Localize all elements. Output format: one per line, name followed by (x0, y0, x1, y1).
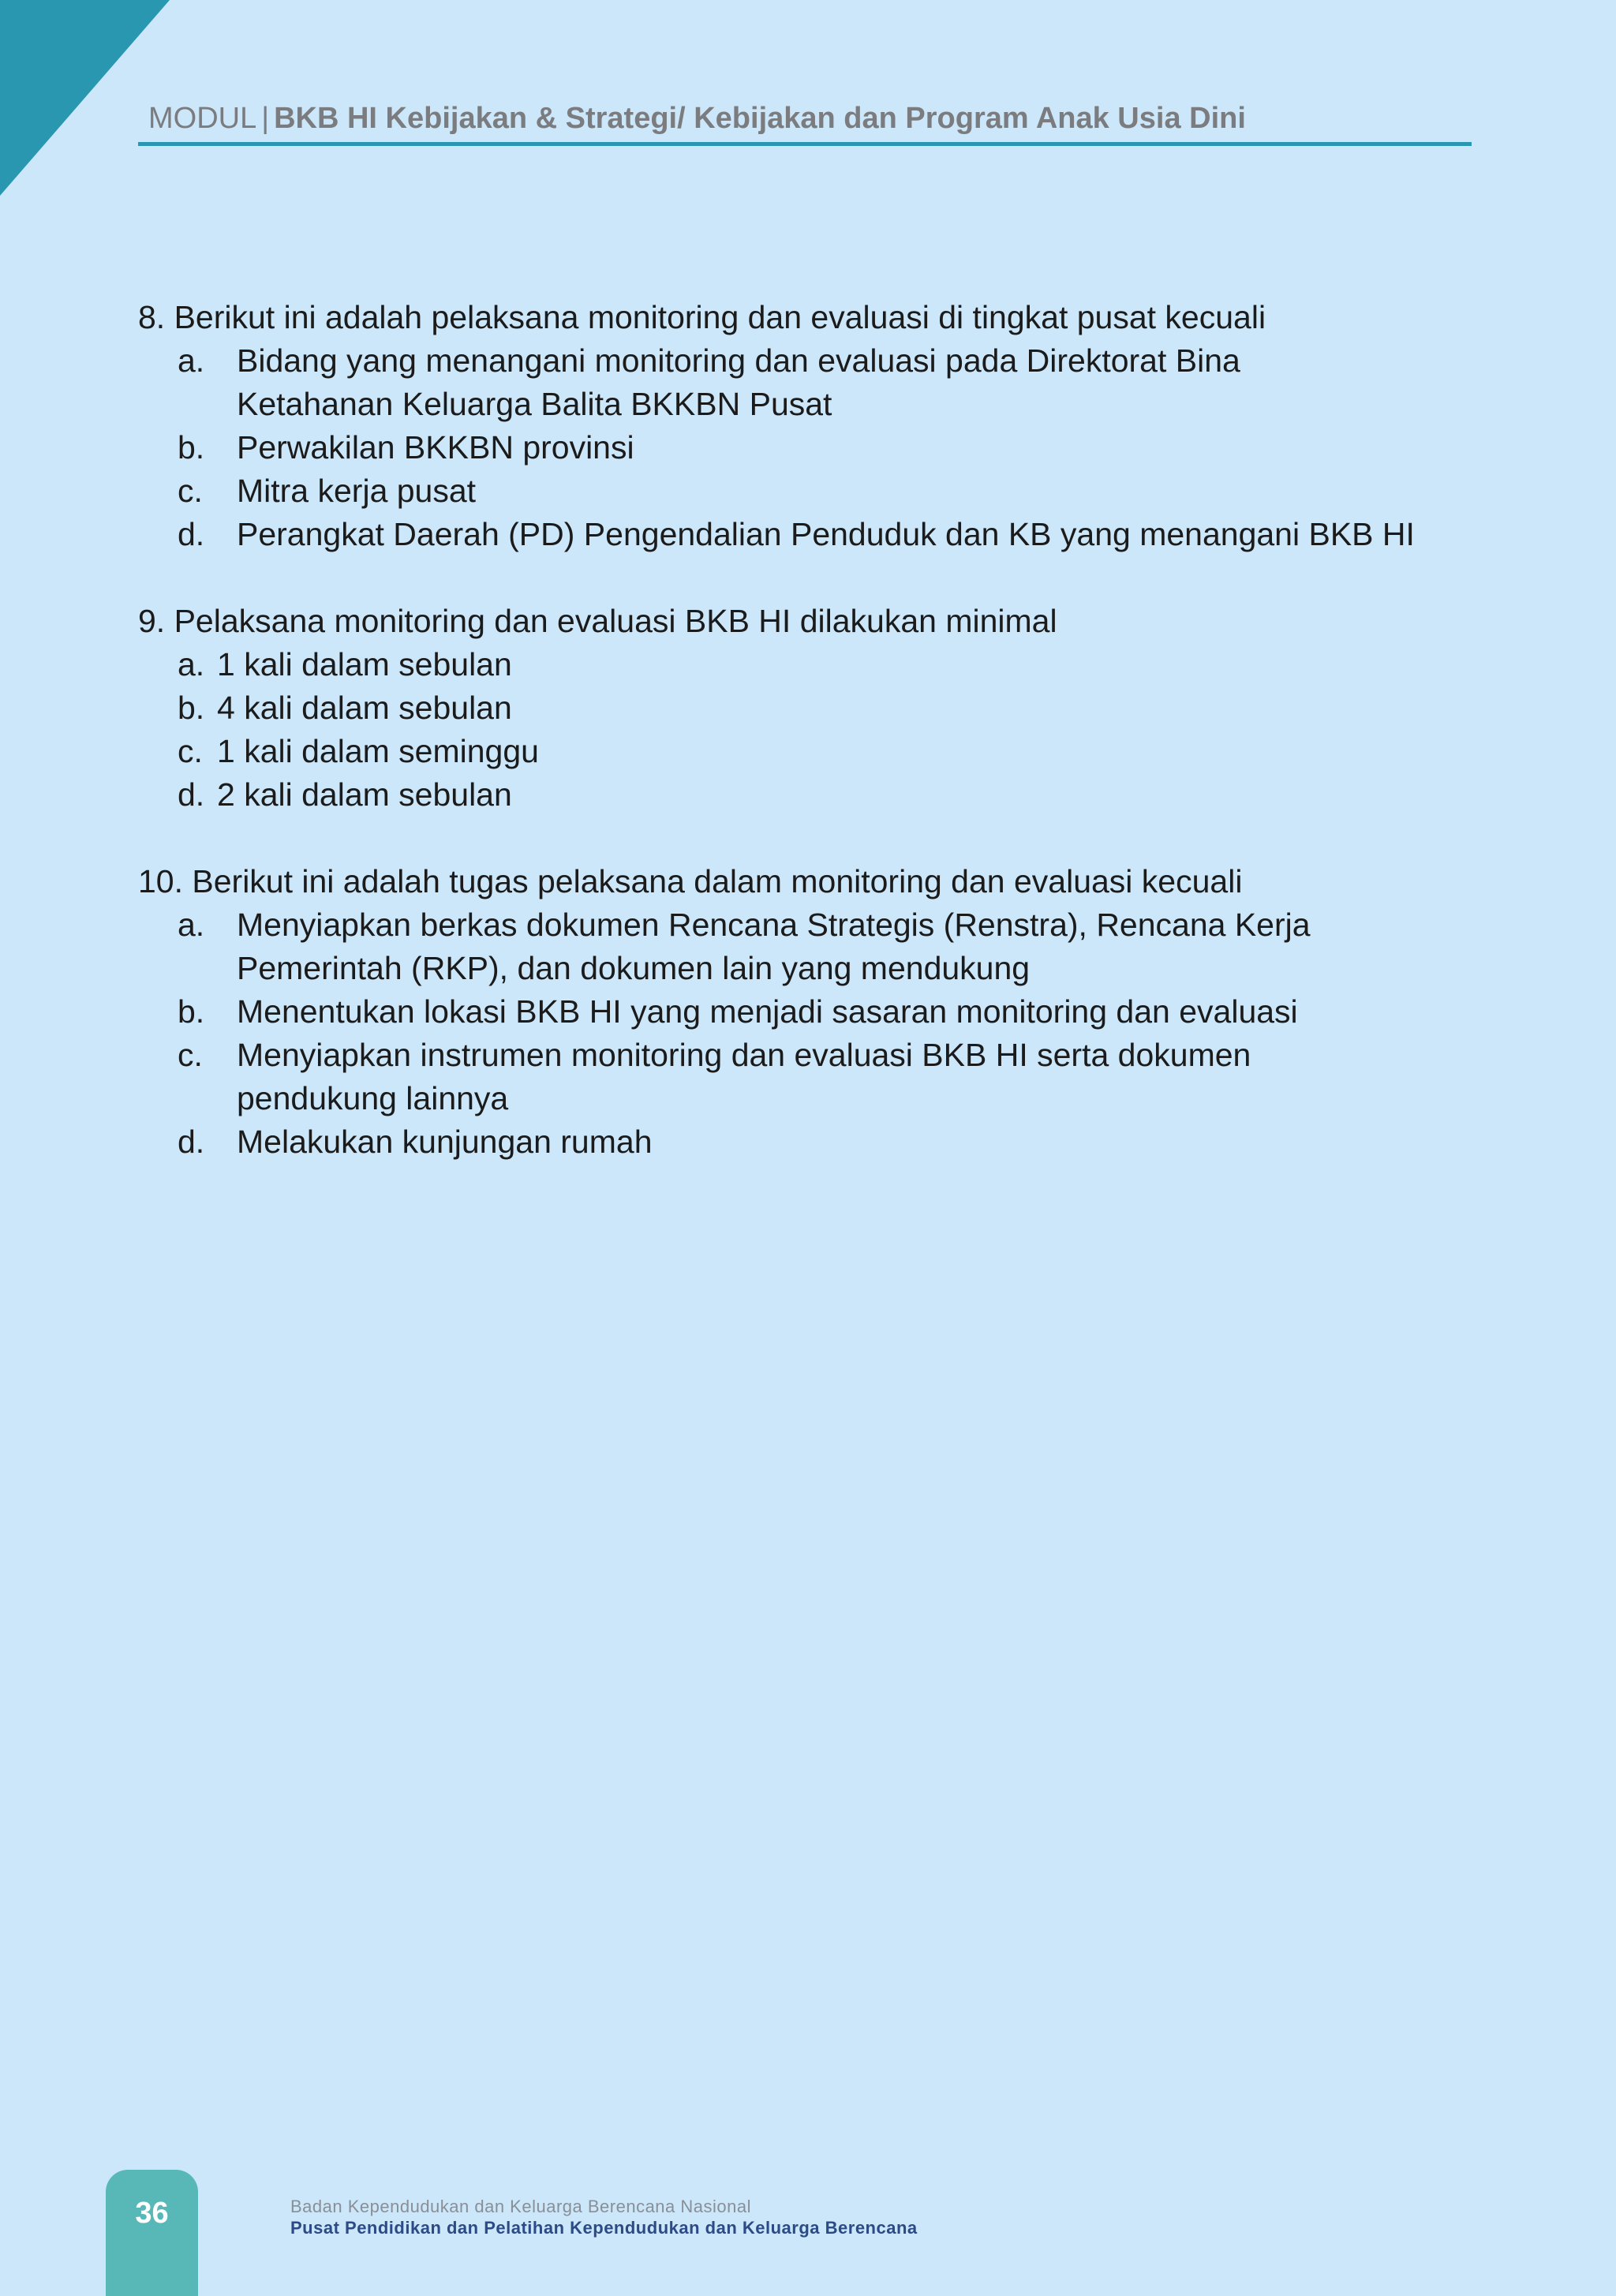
question-stem: 9. Pelaksana monitoring dan evaluasi BKB HI dilakukan minimal (138, 603, 1057, 639)
module-label: MODUL (148, 102, 257, 135)
option-letter: b. (178, 690, 205, 726)
question-8 (138, 296, 1479, 556)
option-c (138, 730, 1479, 773)
option-text: Perwakilan BKKBN provinsi (237, 429, 634, 466)
option-text: Bidang yang menangani monitoring dan evaluasi pada Direktorat Bina Ketahanan Keluarga Balita BKKBN Pusat (237, 342, 1240, 422)
option-text: 1 kali dalam sebulan (217, 646, 512, 682)
option-letter: c. (178, 733, 203, 769)
option-letter: d. (178, 1124, 205, 1160)
option-d (138, 513, 1479, 556)
running-header (138, 95, 1472, 146)
option-text: 2 kali dalam sebulan (217, 776, 512, 813)
option-text: Perangkat Daerah (PD) Pengendalian Penduduk dan KB yang menangani BKB HI (237, 516, 1415, 552)
page-number-tab (106, 2170, 198, 2296)
page-number: 36 (135, 2197, 169, 2230)
option-letter: a. (178, 907, 205, 943)
question-stem: 8. Berikut ini adalah pelaksana monitoring dan evaluasi di tingkat pusat kecuali (138, 299, 1266, 335)
option-text: Mitra kerja pusat (237, 473, 477, 509)
option-list (138, 903, 1479, 1164)
option-letter: d. (178, 776, 205, 813)
footer-center: Pusat Pendidikan dan Pelatihan Kependudukan dan Keluarga Berencana (290, 2218, 918, 2238)
option-list (138, 643, 1479, 817)
header-rule (138, 142, 1472, 146)
option-b (138, 426, 1479, 469)
option-a (138, 643, 1479, 686)
header-separator: | (261, 102, 270, 135)
question-stem: 10. Berikut ini adalah tugas pelaksana dalam monitoring dan evaluasi kecuali (138, 863, 1243, 899)
header-text (148, 95, 1472, 142)
footer-agency: Badan Kependudukan dan Keluarga Berencana Nasional (290, 2197, 751, 2216)
option-letter: d. (178, 516, 205, 552)
option-letter: b. (178, 429, 205, 466)
option-a (138, 339, 1479, 426)
option-letter: b. (178, 993, 205, 1030)
option-d (138, 773, 1479, 817)
option-letter: c. (178, 1037, 203, 1073)
option-letter: a. (178, 342, 205, 379)
option-text: 4 kali dalam sebulan (217, 690, 512, 726)
question-9 (138, 600, 1479, 817)
question-list (138, 296, 1479, 1207)
option-b (138, 990, 1479, 1034)
option-letter: c. (178, 473, 203, 509)
option-text: Melakukan kunjungan rumah (237, 1124, 653, 1160)
option-c (138, 1034, 1479, 1120)
option-text: Menyiapkan berkas dokumen Rencana Strategis (Renstra), Rencana Kerja Pemerintah (RKP), dan dokumen lain yang mendukung (237, 907, 1311, 986)
option-text: Menentukan lokasi BKB HI yang menjadi sasaran monitoring dan evaluasi (237, 993, 1298, 1030)
option-c (138, 469, 1479, 513)
option-a (138, 903, 1479, 990)
option-letter: a. (178, 646, 205, 682)
page-footer (290, 2197, 918, 2239)
option-text: Menyiapkan instrumen monitoring dan evaluasi BKB HI serta dokumen pendukung lainnya (237, 1037, 1251, 1116)
option-list (138, 339, 1479, 556)
option-b (138, 686, 1479, 730)
module-title: BKB HI Kebijakan & Strategi/ Kebijakan dan Program Anak Usia Dini (274, 102, 1246, 135)
option-text: 1 kali dalam seminggu (217, 733, 539, 769)
option-d (138, 1120, 1479, 1164)
question-10 (138, 860, 1479, 1164)
